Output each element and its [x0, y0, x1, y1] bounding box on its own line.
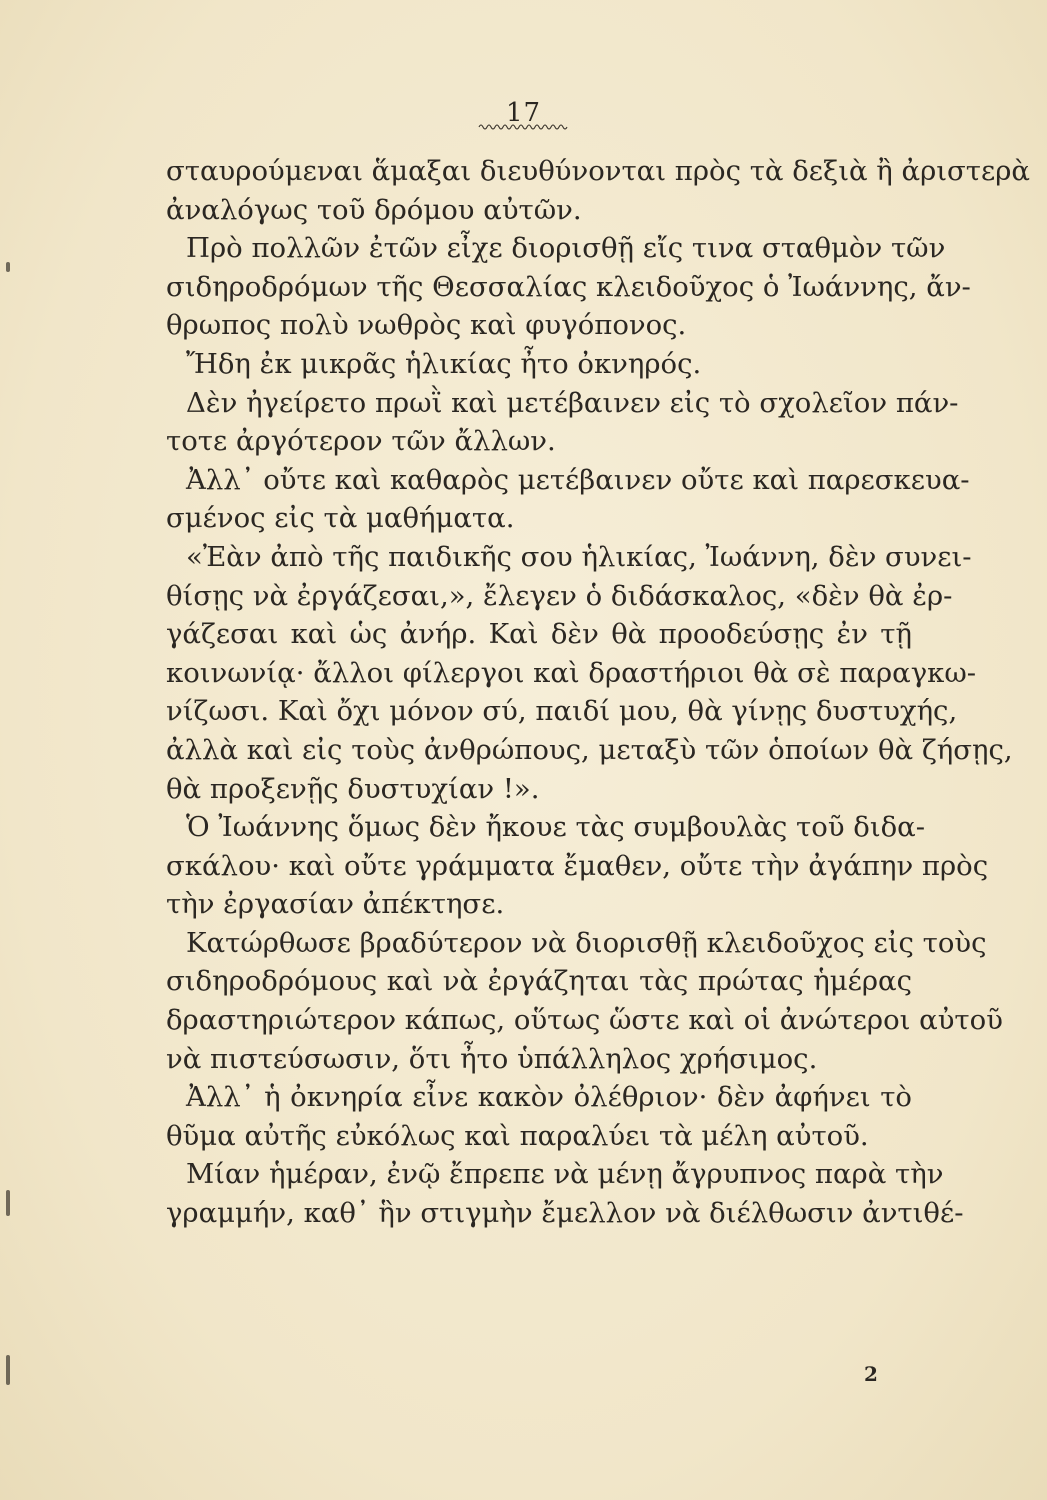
page-number-ornament	[478, 122, 570, 132]
text-line: τοτε ἀργότερον τῶν ἄλλων.	[166, 425, 556, 458]
text-line: ἀναλόγως τοῦ δρόμου αὐτῶν.	[166, 193, 582, 226]
left-edge-mark	[6, 1190, 10, 1216]
text-line: σιδηροδρόμων τῆς Θεσσαλίας κλειδοῦχος ὁ Ἰωάννης, ἄν-	[166, 270, 971, 303]
text-line: θὰ προξενῇς δυστυχίαν !».	[166, 772, 540, 805]
text-line: ἀλλὰ καὶ εἰς τοὺς ἀνθρώπους, μεταξὺ τῶν ὁποίων θὰ ζήσῃς,	[166, 733, 1013, 766]
text-line: Δὲν ἠγείρετο πρωῒ καὶ μετέβαινεν εἰς τὸ σχολεῖον πάν-	[186, 386, 959, 419]
text-line: κοινωνίᾳ· ἄλλοι φίλεργοι καὶ δραστήριοι θὰ σὲ παραγκω-	[166, 656, 977, 689]
text-line: Ἀλλ᾽ οὔτε καὶ καθαρὸς μετέβαινεν οὔτε καὶ παρεσκευα-	[186, 463, 970, 496]
text-line: θῦμα αὐτῆς εὐκόλως καὶ παραλύει τὰ μέλη αὐτοῦ.	[166, 1119, 869, 1152]
text-line: δραστηριώτερον κάπως, οὕτως ὥστε καὶ οἱ ἀνώτεροι αὐτοῦ	[166, 1004, 1003, 1037]
text-line: σιδηροδρόμους καὶ νὰ ἐργάζηται τὰς πρώτας ἡμέρας	[166, 965, 912, 998]
page-number: 17	[505, 98, 542, 128]
text-line: Μίαν ἡμέραν, ἐνῷ ἔπρεπε νὰ μένῃ ἄγρυπνος παρὰ τὴν	[186, 1158, 944, 1191]
signature-mark: 2	[864, 1362, 878, 1386]
text-line: θρωπος πολὺ νωθρὸς καὶ φυγόπονος.	[166, 309, 687, 342]
text-line: Ὁ Ἰωάννης ὅμως δὲν ἤκουε τὰς συμβουλὰς τοῦ διδα-	[186, 811, 926, 844]
text-line: Πρὸ πολλῶν ἐτῶν εἶχε διορισθῇ εἴς τινα σταθμὸν τῶν	[186, 232, 946, 265]
text-line: σταυρούμεναι ἅμαξαι διευθύνονται πρὸς τὰ δεξιὰ ἢ ἀριστερὰ	[166, 155, 1030, 187]
body-text	[166, 152, 1030, 1233]
text-line: γραμμήν, καθ᾽ ἣν στιγμὴν ἔμελλον νὰ διέλθωσιν ἀντιθέ-	[166, 1197, 964, 1230]
text-line: νίζωσι. Καὶ ὄχι μόνον σύ, παιδί μου, θὰ γίνῃς δυστυχής,	[166, 695, 958, 728]
text-line: νὰ πιστεύσωσιν, ὅτι ἦτο ὑπάλληλος χρήσιμος.	[166, 1042, 818, 1075]
text-line: Ἀλλ᾽ ἡ ὀκνηρία εἶνε κακὸν ὀλέθριον· δὲν ἀφήνει τὸ	[186, 1081, 912, 1114]
text-line: θίσῃς νὰ ἐργάζεσαι,», ἔλεγεν ὁ διδάσκαλος, «δὲν θὰ ἐρ-	[166, 579, 953, 612]
left-edge-mark	[6, 1355, 10, 1385]
text-line: γάζεσαι καὶ ὡς ἀνήρ. Καὶ δὲν θὰ προοδεύσῃς ἐν τῇ	[166, 618, 912, 651]
text-line: «Ἐὰν ἀπὸ τῆς παιδικῆς σου ἡλικίας, Ἰωάννη, δὲν συνει-	[186, 540, 972, 573]
text-line: Κατώρθωσε βραδύτερον νὰ διορισθῇ κλειδοῦχος εἰς τοὺς	[186, 926, 987, 959]
text-line: τὴν ἐργασίαν ἀπέκτησε.	[166, 888, 505, 921]
text-line: σκάλου· καὶ οὔτε γράμματα ἔμαθεν, οὔτε τὴν ἀγάπην πρὸς	[166, 849, 989, 882]
text-line: σμένος εἰς τὰ μαθήματα.	[166, 502, 515, 535]
left-edge-mark	[6, 262, 10, 272]
text-line: Ἤδη ἐκ μικρᾶς ἡλικίας ἦτο ὀκνηρός.	[186, 347, 702, 380]
